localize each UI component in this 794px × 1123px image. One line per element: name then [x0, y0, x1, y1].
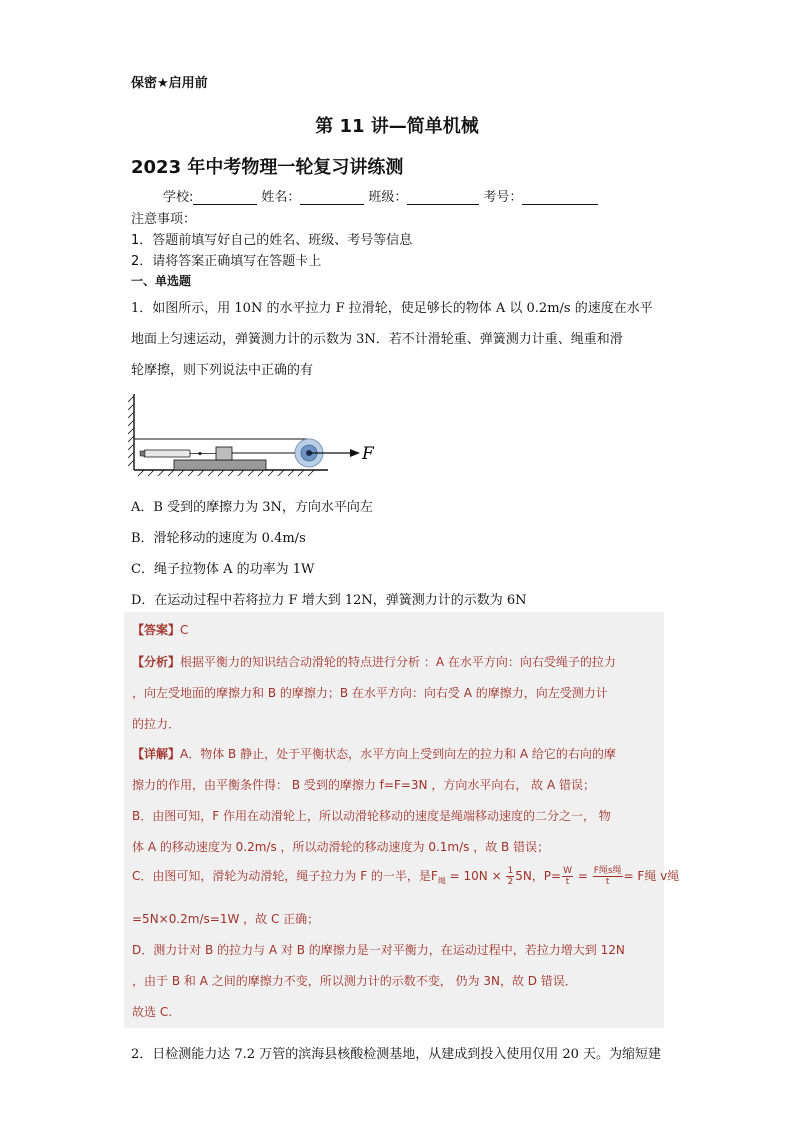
fraction-w-t [562, 866, 573, 887]
notice-item: 1．答题前填写好自己的姓名、班级、考号等信息 [131, 233, 413, 248]
fraction-den: 2 [507, 877, 514, 887]
question-1-line: 轮摩擦，则下列说法中正确的有 [131, 363, 314, 378]
detail-tag: 【详解】 [132, 747, 181, 761]
conclusion-line: 故选 C. [132, 1005, 173, 1019]
page-title: 第 11 讲—简单机械 [315, 116, 479, 137]
detail-line: ，由于 B 和 A 之间的摩擦力不变，所以测力计的示数不变， 仍为 3N，故 D 错误． [132, 974, 577, 988]
fraction-num: 1 [507, 866, 514, 876]
option-d: D．在运动过程中若将拉力 F 增大到 12N，弹簧测力计的示数为 6N [131, 593, 527, 608]
name-blank [300, 192, 364, 205]
class-label: 班级： [368, 190, 408, 205]
analysis-line: 的拉力． [132, 717, 181, 731]
detail-line: B．由图可知，F 作用在动滑轮上，所以动滑轮移动的速度是绳端移动速度的二分之一， 物 [132, 809, 611, 823]
school-blank [193, 192, 257, 205]
pulley-figure [128, 392, 378, 478]
answer-tag: 【答案】 [132, 623, 181, 637]
secret-label: 保密★启用前 [131, 76, 208, 91]
question-1-line: 1．如图所示，用 10N 的水平拉力 F 拉滑轮，使足够长的物体 A 以 0.2m/s 的速度在水平 [131, 301, 653, 316]
option-c: C．绳子拉物体 A 的功率为 1W [131, 562, 315, 577]
detail-line: 擦力的作用，由平衡条件得： B 受到的摩擦力 f=F=3N ，方向水平向右， 故 A 错误； [132, 778, 595, 792]
class-blank [407, 192, 479, 205]
school-label: 学校: [163, 190, 194, 205]
force-label: F [362, 444, 374, 464]
formula-eq: = 10N × [445, 869, 506, 883]
answer-line [132, 621, 188, 638]
detail-text: A．物体 B 静止，处于平衡状态，水平方向上受到向左的拉力和 A 给它的右向的摩 [180, 747, 616, 761]
detail-line [132, 745, 616, 762]
analysis-line: ，向左受地面的摩擦力和 B 的摩擦力；B 在水平方向：向右受 A 的摩擦力，向左受测力计 [132, 686, 608, 700]
exam-no-blank [522, 192, 598, 205]
question-1-line: 地面上匀速运动，弹簧测力计的示数为 3N．若不计滑轮重、弹簧测力计重、绳重和滑 [131, 332, 623, 347]
answer-value: C [180, 623, 189, 637]
question-2-line: 2．日检测能力达 7.2 万管的滨海县核酸检测基地，从建成到投入使用仅用 20 天。为缩短建 [131, 1047, 662, 1062]
formula-sub: 绳 [437, 876, 446, 886]
notice-item: 2．请将答案正确填写在答题卡上 [131, 254, 322, 269]
fraction-half [506, 866, 514, 887]
fraction-den: t [605, 877, 610, 887]
formula-tail: 5N，P= [515, 869, 562, 883]
detail-line: D．测力计对 B 的拉力与 A 对 B 的摩擦力是一对平衡力，在运动过程中，若拉力增大到 12N [132, 943, 625, 957]
student-info-line [163, 186, 602, 205]
option-a: A．B 受到的摩擦力为 3N，方向水平向左 [131, 500, 373, 515]
exam-no-label: 考号： [483, 190, 523, 205]
analysis-tag: 【分析】 [132, 655, 181, 669]
analysis-line [132, 653, 616, 670]
formula-fv: = F绳 v绳 [623, 869, 680, 883]
fraction-den: t [565, 877, 570, 887]
detail-text: C．由图可知，滑轮为动滑轮，绳子拉力为 F 的一半，是 [132, 869, 431, 883]
detail-line: 体 A 的移动速度为 0.2m/s ，所以动滑轮的移动速度为 0.1m/s ，故 B 错误； [132, 840, 550, 854]
page-subtitle: 2023 年中考物理一轮复习讲练测 [131, 157, 404, 178]
fraction-num: F绳s绳 [593, 866, 622, 876]
analysis-text: 根据平衡力的知识结合动滑轮的特点进行分析 ：A 在水平方向：向右受绳子的拉力 [180, 655, 616, 669]
name-label: 姓名： [261, 190, 301, 205]
fraction-fs-t [593, 866, 623, 887]
notice-heading: 注意事项： [131, 212, 197, 227]
section-title: 一、单选题 [131, 274, 192, 288]
fraction-num: W [563, 866, 572, 876]
detail-line-c: C．由图可知，滑轮为动滑轮，绳子拉力为 F 的一半，是$F_绳 = 10N$ × $\frac{1}{2}$ 5N，P= $\frac{W}{t}$ = $\frac{\text{F绳s绳}}{t}$ = F绳 v绳 [132, 866, 680, 887]
option-b: B．滑轮移动的速度为 0.4m/s [131, 531, 306, 546]
detail-line: =5N×0.2m/s=1W ，故 C 正确； [132, 912, 320, 926]
formula-f: F [430, 869, 438, 883]
